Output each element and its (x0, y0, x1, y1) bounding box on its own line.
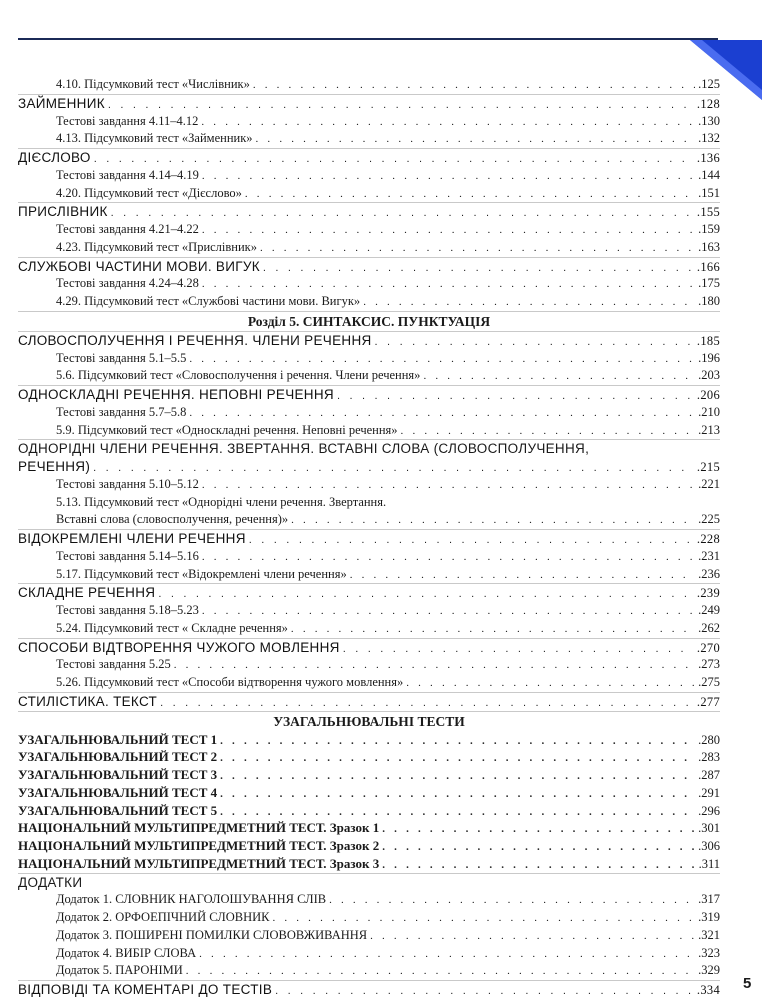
toc-block-appendix (18, 891, 720, 999)
toc-entry-label: 5.24. Підсумковий тест « Складне речення» (56, 620, 288, 635)
toc-entry-label: 5.9. Підсумковий тест «Односкладні речення. Неповні речення» (56, 422, 398, 437)
toc-entry-label: УЗАГАЛЬНЮВАЛЬНИЙ ТЕСТ 2 (18, 749, 218, 765)
toc-entry-label: СКЛАДНЕ РЕЧЕННЯ (18, 585, 156, 601)
toc-entry-label: ВІДПОВІДІ ТА КОМЕНТАРІ ДО ТЕСТІВ (18, 982, 273, 997)
toc-entry-page: .319 (698, 910, 720, 924)
toc-entry-page: .296 (698, 803, 720, 818)
toc-entry-label: 4.20. Підсумковий тест «Дієслово» (56, 185, 242, 200)
leader-dots (160, 695, 694, 713)
toc-entry-page: .239 (696, 586, 720, 601)
toc-entry-sub[interactable] (18, 350, 720, 368)
toc-entry-page: .185 (696, 333, 720, 348)
toc-entry-heading[interactable] (18, 529, 720, 548)
toc-entry-test[interactable] (18, 855, 720, 873)
toc-entry-sub[interactable] (18, 367, 720, 385)
toc-entry-page: .215 (696, 460, 720, 474)
toc-entry-sub[interactable] (18, 891, 720, 909)
toc-entry-label: ПРИСЛІВНИК (18, 204, 108, 220)
leader-dots (202, 603, 695, 621)
leader-dots (174, 657, 695, 675)
toc-entry-page: .317 (698, 892, 720, 907)
toc-entry-sub[interactable] (18, 275, 720, 293)
toc-entry-sub[interactable] (18, 656, 720, 674)
toc-entry-label: 5.17. Підсумковий тест «Відокремлені члени речення» (56, 566, 347, 581)
toc-entry-heading[interactable] (18, 692, 720, 711)
toc-entry-page: .329 (698, 963, 720, 978)
toc-entry-page: .125 (698, 77, 720, 91)
toc-entry-sub[interactable] (18, 113, 720, 131)
section-title: Розділ 5. СИНТАКСИС. ПУНКТУАЦІЯ (18, 311, 720, 331)
toc-entry-page: .136 (696, 151, 720, 165)
toc-entry-page: .225 (698, 512, 720, 527)
toc-entry-label: 5.6. Підсумковий тест «Словосполучення і речення. Члени речення» (56, 368, 421, 383)
toc-entry-page: .323 (698, 945, 720, 960)
toc-entry-page: .311 (698, 856, 720, 871)
toc-entry-sub-line: 5.13. Підсумковий тест «Однорідні члени речення. Звертання. (56, 494, 387, 509)
toc-entry-label: Додаток 4. ВИБІР СЛОВА (56, 945, 197, 960)
toc-entry-heading[interactable] (18, 148, 720, 167)
toc-entry-page: .159 (698, 222, 720, 236)
toc-entry-label: РЕЧЕННЯ) (18, 459, 91, 474)
toc-entry-page: .175 (698, 276, 720, 291)
leader-dots (202, 477, 695, 495)
toc-entry-page: .151 (698, 185, 720, 200)
toc-entry-heading[interactable] (18, 331, 720, 350)
toc-entry-test[interactable] (18, 802, 720, 820)
leader-dots (363, 294, 695, 312)
toc-entry-sub[interactable] (18, 476, 720, 494)
toc-entry-heading-line: ОДНОРІДНІ ЧЛЕНИ РЕЧЕННЯ. ЗВЕРТАННЯ. ВСТАВНІ СЛОВА (СЛОВОСПОЛУЧЕННЯ, (18, 439, 720, 458)
leader-dots (189, 351, 695, 369)
toc-entry-sub[interactable] (18, 566, 720, 584)
leader-dots (220, 768, 695, 786)
toc-entry-label: Додаток 1. СЛОВНИК НАГОЛОШУВАННЯ СЛІВ (56, 892, 327, 907)
toc-entry-page: .221 (698, 476, 720, 491)
toc-entry-label: УЗАГАЛЬНЮВАЛЬНИЙ ТЕСТ 1 (18, 731, 218, 747)
toc-entry-page: .283 (698, 750, 720, 765)
leader-dots (220, 733, 695, 751)
leader-dots (158, 586, 694, 604)
toc-entry-label: Вставні слова (словосполучення, речення)» (56, 512, 289, 527)
toc-entry-sub[interactable] (18, 404, 720, 422)
toc-entry-heading[interactable] (18, 94, 720, 113)
toc-entry-label: СПОСОБИ ВІДТВОРЕННЯ ЧУЖОГО МОВЛЕННЯ (18, 639, 340, 655)
toc-entry-label: ОДНОСКЛАДНІ РЕЧЕННЯ. НЕПОВНІ РЕЧЕННЯ (18, 387, 334, 402)
toc-entry-heading[interactable] (18, 202, 720, 221)
toc-block-syntax-1 (18, 331, 720, 440)
toc-entry-page: .277 (696, 694, 720, 709)
toc-entry-test[interactable] (18, 766, 720, 784)
toc-entry-page: .228 (696, 532, 720, 546)
toc-entry-page: .163 (698, 239, 720, 254)
toc-entry-page: .166 (696, 259, 720, 274)
toc-entry-heading[interactable] (18, 638, 720, 657)
toc-entry-page: .306 (698, 839, 720, 853)
toc-entry-test[interactable] (18, 837, 720, 855)
table-of-contents (18, 76, 720, 999)
leader-dots (186, 963, 695, 981)
toc-block-morphology (18, 76, 720, 311)
leader-dots (202, 222, 695, 240)
toc-entry-page: .291 (698, 785, 720, 800)
toc-entry-heading[interactable] (18, 583, 720, 602)
toc-entry-page: .132 (698, 131, 720, 146)
leader-dots (202, 168, 695, 186)
toc-entry-heading[interactable] (18, 980, 720, 999)
leader-dots (343, 641, 694, 659)
toc-entry-sub[interactable] (18, 674, 720, 692)
leader-dots (220, 786, 695, 804)
toc-entry-label: 5.26. Підсумковий тест «Способи відтворення чужого мовлення» (56, 675, 404, 689)
toc-entry-sub[interactable] (18, 76, 720, 94)
appendix-title: ДОДАТКИ (18, 873, 720, 892)
toc-entry-page: .275 (698, 675, 720, 689)
leader-dots (202, 549, 695, 567)
toc-entry-label: СЛУЖБОВІ ЧАСТИНИ МОВИ. ВИГУК (18, 258, 260, 274)
leader-dots (272, 910, 695, 928)
leader-dots (406, 675, 695, 693)
leader-dots (245, 186, 695, 204)
toc-entry-sub[interactable] (18, 909, 720, 927)
toc-entry-label: 4.23. Підсумковий тест «Прислівник» (56, 239, 257, 254)
toc-entry-page: .206 (696, 388, 720, 402)
leader-dots (249, 532, 694, 550)
leader-dots (263, 260, 694, 278)
toc-entry-label: ЗАЙМЕННИК (18, 95, 105, 111)
leader-dots (189, 405, 695, 423)
leader-dots (220, 750, 695, 768)
toc-entry-label: Тестові завдання 4.21–4.22 (56, 222, 199, 236)
leader-dots (256, 131, 696, 149)
toc-entry-label: Додаток 5. ПАРОНІМИ (56, 963, 183, 978)
toc-block-syntax-3 (18, 529, 720, 711)
toc-entry-page: .196 (698, 350, 720, 365)
toc-entry-test[interactable] (18, 784, 720, 802)
toc-entry-sub[interactable] (18, 221, 720, 239)
leader-dots (382, 857, 695, 875)
toc-entry-page: .144 (698, 167, 720, 182)
toc-entry-sub[interactable] (18, 945, 720, 963)
leader-dots (291, 621, 695, 639)
toc-entry-label: СТИЛІСТИКА. ТЕКСТ (18, 693, 158, 709)
toc-entry-label: ДІЄСЛОВО (18, 150, 91, 165)
toc-entry-label: СЛОВОСПОЛУЧЕННЯ І РЕЧЕННЯ. ЧЛЕНИ РЕЧЕННЯ (18, 332, 372, 348)
toc-entry-label: УЗАГАЛЬНЮВАЛЬНИЙ ТЕСТ 5 (18, 802, 218, 818)
toc-entry-label: НАЦІОНАЛЬНИЙ МУЛЬТИПРЕДМЕТНИЙ ТЕСТ. Зразок 2 (18, 838, 380, 853)
toc-entry-heading[interactable] (18, 257, 720, 276)
toc-entry-page: .130 (698, 113, 720, 128)
toc-entry-label: 4.29. Підсумковий тест «Службові частини мови. Вигук» (56, 294, 361, 308)
toc-entry-page: .210 (698, 404, 720, 419)
toc-entry-label: Тестові завдання 5.1–5.5 (56, 350, 187, 365)
leader-dots (337, 388, 694, 406)
toc-entry-page: .155 (696, 205, 720, 220)
toc-entry-label: НАЦІОНАЛЬНИЙ МУЛЬТИПРЕДМЕТНИЙ ТЕСТ. Зразок 3 (18, 855, 380, 871)
toc-entry-label: Тестові завдання 5.25 (56, 657, 171, 672)
toc-entry-test[interactable] (18, 748, 720, 766)
toc-entry-page: .321 (698, 927, 720, 942)
toc-entry-sub[interactable] (18, 422, 720, 440)
toc-entry-label: Додаток 3. ПОШИРЕНІ ПОМИЛКИ СЛОВОВЖИВАННЯ (56, 927, 368, 942)
leader-dots (291, 512, 695, 530)
toc-entry-sub[interactable] (18, 167, 720, 185)
toc-entry-page: .249 (698, 603, 720, 617)
leader-dots (201, 114, 695, 132)
toc-entry-label: ВІДОКРЕМЛЕНІ ЧЛЕНИ РЕЧЕННЯ (18, 531, 246, 546)
toc-entry-sub[interactable] (18, 620, 720, 638)
toc-entry-label: УЗАГАЛЬНЮВАЛЬНИЙ ТЕСТ 3 (18, 767, 218, 782)
toc-entry-heading[interactable] (18, 385, 720, 404)
leader-dots (350, 567, 695, 585)
top-rule (18, 38, 718, 40)
leader-dots (199, 946, 695, 964)
leader-dots (382, 839, 695, 857)
general-tests-title: УЗАГАЛЬНЮВАЛЬНІ ТЕСТИ (18, 711, 720, 731)
toc-entry-page: .236 (698, 566, 720, 581)
leader-dots (382, 821, 695, 839)
toc-entry-sub[interactable] (18, 293, 720, 311)
leader-dots (401, 423, 696, 441)
toc-entry-sub[interactable] (18, 130, 720, 148)
toc-entry-label: Тестові завдання 4.24–4.28 (56, 276, 199, 291)
toc-entry-sub[interactable] (18, 511, 720, 529)
toc-entry-label: Додаток 2. ОРФОЕПІЧНИЙ СЛОВНИК (56, 910, 270, 924)
page-number: 5 (743, 975, 752, 992)
toc-entry-label: Тестові завдання 5.18–5.23 (56, 603, 199, 617)
leader-dots (329, 892, 695, 910)
toc-entry-page: .231 (698, 548, 720, 563)
toc-block-syntax-2 (18, 476, 720, 494)
toc-entry-page: .334 (696, 983, 720, 997)
toc-entry-sub[interactable] (18, 185, 720, 203)
toc-entry-page: .273 (698, 657, 720, 672)
toc-entry-label: Тестові завдання 5.7–5.8 (56, 404, 187, 419)
leader-dots (423, 368, 695, 386)
toc-entry-label: 4.13. Підсумковий тест «Займенник» (56, 131, 253, 146)
toc-entry-page: .203 (698, 368, 720, 383)
toc-entry-test[interactable] (18, 731, 720, 749)
toc-entry-sub[interactable] (18, 927, 720, 945)
toc-entry-page: .213 (698, 422, 720, 437)
toc-entry-page: .287 (698, 768, 720, 782)
toc-entry-label: Тестові завдання 4.14–4.19 (56, 167, 199, 182)
toc-entry-sub[interactable] (18, 602, 720, 620)
toc-entry-label: Тестові завдання 5.10–5.12 (56, 476, 199, 491)
leader-dots (275, 983, 694, 1001)
toc-entry-test[interactable] (18, 819, 720, 837)
toc-entry-page: .301 (698, 821, 720, 836)
toc-entry-label: 4.10. Підсумковий тест «Числівник» (56, 77, 250, 91)
leader-dots (253, 77, 695, 95)
toc-entry-page: .280 (698, 732, 720, 747)
leader-dots (202, 276, 695, 294)
toc-entry-page: .262 (698, 620, 720, 635)
toc-block-general-tests (18, 731, 720, 873)
toc-entry-label: Тестові завдання 4.11–4.12 (56, 113, 199, 128)
toc-entry-page: .270 (696, 640, 720, 655)
leader-dots (260, 240, 695, 258)
toc-entry-sub[interactable] (18, 239, 720, 257)
toc-entry-page: .128 (696, 96, 720, 111)
toc-entry-page: .180 (698, 294, 720, 308)
toc-entry-label: Тестові завдання 5.14–5.16 (56, 548, 199, 563)
toc-entry-label: УЗАГАЛЬНЮВАЛЬНИЙ ТЕСТ 4 (18, 784, 218, 800)
toc-entry-sub[interactable] (18, 548, 720, 566)
toc-entry-sub[interactable] (18, 962, 720, 980)
toc-entry-heading[interactable] (18, 458, 720, 476)
toc-entry-label: НАЦІОНАЛЬНИЙ МУЛЬТИПРЕДМЕТНИЙ ТЕСТ. Зразок 1 (18, 820, 380, 836)
leader-dots (370, 928, 695, 946)
leader-dots (375, 334, 694, 352)
